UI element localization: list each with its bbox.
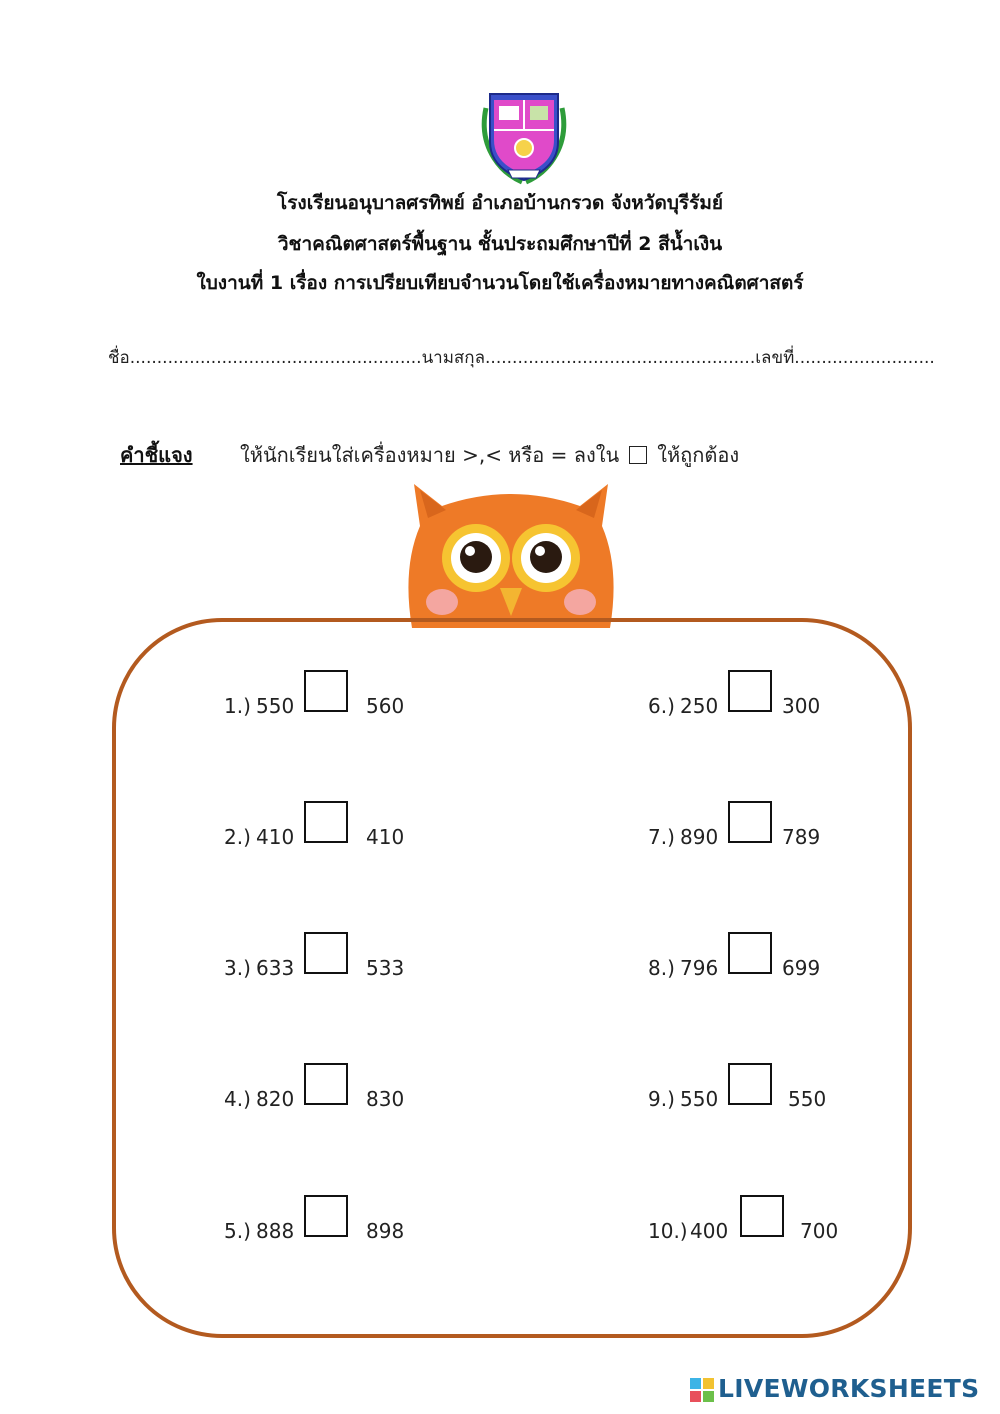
surname-field[interactable]: .................................................. xyxy=(485,348,756,368)
worksheet-title: ใบงานที่ 1 เรื่อง การเปรียบเทียบจำนวนโดยใช้เครื่องหมายทางคณิตศาสตร์ xyxy=(196,272,804,294)
right-value: 533 xyxy=(366,956,405,980)
right-value: 560 xyxy=(366,694,405,718)
liveworksheets-brand[interactable]: LIVEWORKSHEETS xyxy=(718,1374,980,1403)
left-value: 400 xyxy=(690,1219,729,1243)
left-value: 633 xyxy=(256,956,295,980)
answer-box[interactable] xyxy=(304,932,348,974)
answer-box[interactable] xyxy=(304,1195,348,1237)
question-number: 10.) xyxy=(648,1219,688,1243)
answer-box[interactable] xyxy=(728,670,772,712)
liveworksheets-logo-icon xyxy=(690,1378,714,1402)
left-value: 550 xyxy=(256,694,295,718)
instruction-text-after: ให้ถูกต้อง xyxy=(657,443,740,467)
right-value: 830 xyxy=(366,1087,405,1111)
question-number: 6.) xyxy=(648,694,675,718)
answer-box[interactable] xyxy=(728,1063,772,1105)
left-value: 890 xyxy=(680,825,719,849)
left-value: 410 xyxy=(256,825,295,849)
answer-box[interactable] xyxy=(304,801,348,843)
name-field[interactable]: ...................................................... xyxy=(129,348,422,368)
left-value: 820 xyxy=(256,1087,295,1111)
answer-box[interactable] xyxy=(304,1063,348,1105)
left-value: 250 xyxy=(680,694,719,718)
question-number: 1.) xyxy=(224,694,251,718)
instruction-text xyxy=(240,439,739,471)
answer-box-icon xyxy=(629,446,647,464)
right-value: 700 xyxy=(800,1219,839,1243)
answer-box[interactable] xyxy=(740,1195,784,1237)
question-number: 3.) xyxy=(224,956,251,980)
answer-box[interactable] xyxy=(728,932,772,974)
number-label: เลขที่ xyxy=(755,348,795,368)
question-number: 5.) xyxy=(224,1219,251,1243)
instruction-text-before: ให้นักเรียนใส่เครื่องหมาย >,< หรือ = ลงใน xyxy=(240,443,620,467)
number-field[interactable]: .......................... xyxy=(794,348,935,368)
right-value: 699 xyxy=(782,956,821,980)
subject-title: วิชาคณิตศาสตร์พื้นฐาน ชั้นประถมศึกษาปีที่ 2 สีน้ำเงิน xyxy=(277,233,723,255)
left-value: 888 xyxy=(256,1219,295,1243)
right-value: 410 xyxy=(366,825,405,849)
school-crest-icon xyxy=(472,86,576,186)
right-value: 898 xyxy=(366,1219,405,1243)
left-value: 550 xyxy=(680,1087,719,1111)
answer-box[interactable] xyxy=(304,670,348,712)
student-info-row xyxy=(108,344,935,371)
right-value: 789 xyxy=(782,825,821,849)
name-label: ชื่อ xyxy=(108,348,130,368)
question-number: 9.) xyxy=(648,1087,675,1111)
question-number: 8.) xyxy=(648,956,675,980)
right-value: 550 xyxy=(788,1087,827,1111)
right-value: 300 xyxy=(782,694,821,718)
question-number: 2.) xyxy=(224,825,251,849)
school-title: โรงเรียนอนุบาลศรทิพย์ อำเภอบ้านกรวด จังหวัดบุรีรัมย์ xyxy=(277,192,723,214)
owl-illustration xyxy=(398,478,624,628)
answer-box[interactable] xyxy=(728,801,772,843)
question-number: 4.) xyxy=(224,1087,251,1111)
question-number: 7.) xyxy=(648,825,675,849)
surname-label: นามสกุล xyxy=(421,348,486,368)
left-value: 796 xyxy=(680,956,719,980)
instruction-label: คำชี้แจง xyxy=(120,443,193,467)
